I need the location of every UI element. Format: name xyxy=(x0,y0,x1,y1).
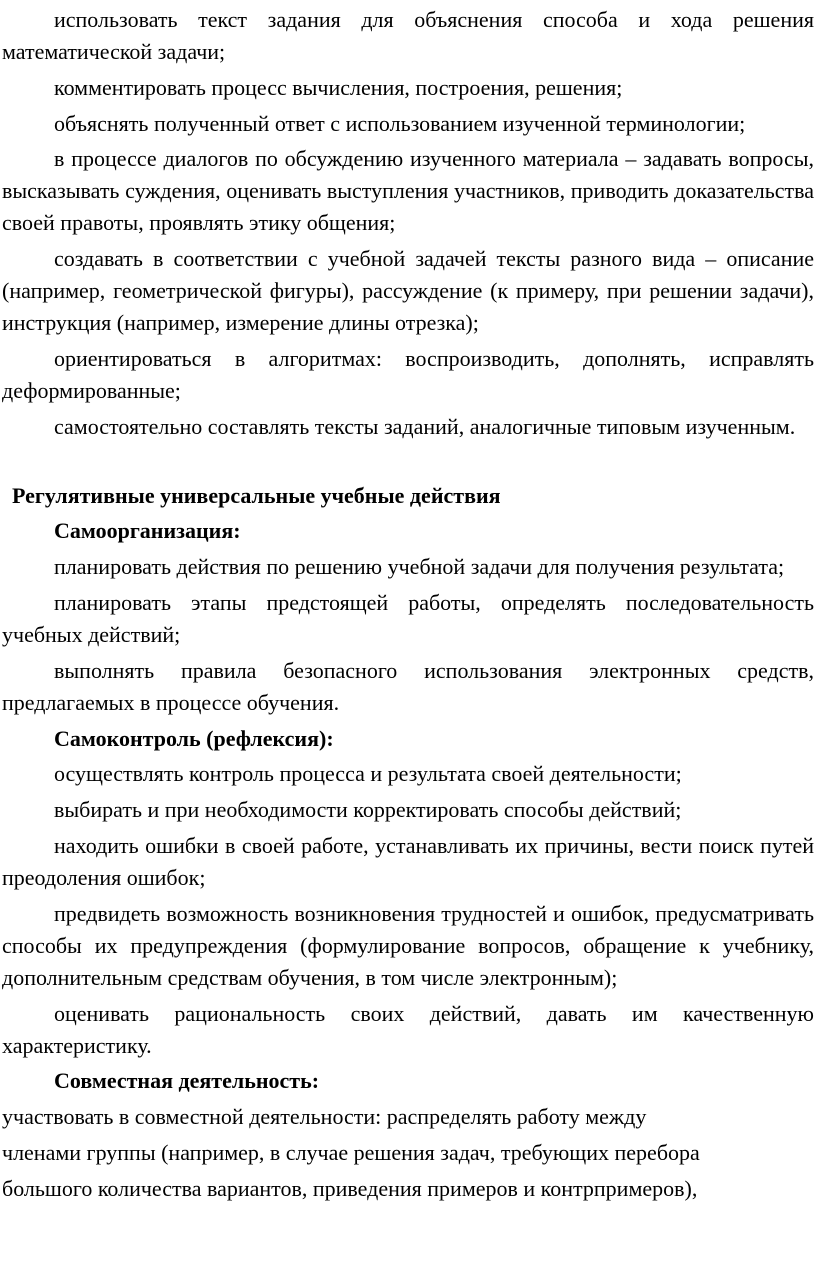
paragraph: оценивать рациональность своих действий, давать им качественную характеристику. xyxy=(2,1000,814,1058)
paragraph: предвидеть возможность возникновения трудностей и ошибок, предусматривать способы их предупреждения (формулирование вопросов, обращение к учебнику, дополнительным средствам обучения, в том числе электронным); xyxy=(2,900,814,990)
self-organization-heading: Самоорганизация: xyxy=(54,518,241,544)
paragraph: находить ошибки в своей работе, устанавливать их причины, вести поиск путей преодоления ошибок; xyxy=(2,832,814,890)
text-line: участвовать в совместной деятельности: распределять работу между xyxy=(2,1104,647,1130)
self-control-heading: Самоконтроль (рефлексия): xyxy=(54,725,334,751)
paragraph: выбирать и при необходимости корректировать способы действий; xyxy=(54,797,682,823)
paragraph: создавать в соответствии с учебной задачей тексты разного вида – описание (например, геометрической фигуры), рассуждение (к примеру, при решении задачи), инструкция (например, измерение длины отрезка); xyxy=(2,246,814,336)
paragraph: самостоятельно составлять тексты заданий, аналогичные типовым изученным. xyxy=(54,413,796,439)
joint-activity-heading: Совместная деятельность: xyxy=(54,1068,320,1094)
paragraph: в процессе диалогов по обсуждению изученного материала – задавать вопросы, высказывать суждения, оценивать выступления участников, приводить доказательства своей правоты, проявлять этику общения; xyxy=(2,146,814,236)
paragraph: осуществлять контроль процесса и результата своей деятельности; xyxy=(54,761,682,787)
paragraph: планировать этапы предстоящей работы, определять последовательность учебных действий; xyxy=(2,589,814,647)
section-title: Регулятивные универсальные учебные действия xyxy=(12,482,501,508)
section-spacer xyxy=(2,447,814,480)
paragraph: использовать текст задания для объяснения способа и хода решения математической задачи; xyxy=(2,7,814,64)
paragraph: объяснять полученный ответ с использованием изученной терминологии; xyxy=(54,110,746,136)
text-line: большого количества вариантов, приведения примеров и контрпримеров), xyxy=(2,1175,698,1201)
text-line: членами группы (например, в случае решения задач, требующих перебора xyxy=(2,1139,700,1165)
paragraph: комментировать процесс вычисления, построения, решения; xyxy=(54,74,623,100)
paragraph: выполнять правила безопасного использования электронных средств, предлагаемых в процессе обучения. xyxy=(2,657,814,715)
paragraph: ориентироваться в алгоритмах: воспроизводить, дополнять, исправлять деформированные; xyxy=(2,345,814,403)
paragraph: планировать действия по решению учебной задачи для получения результата; xyxy=(54,554,785,580)
